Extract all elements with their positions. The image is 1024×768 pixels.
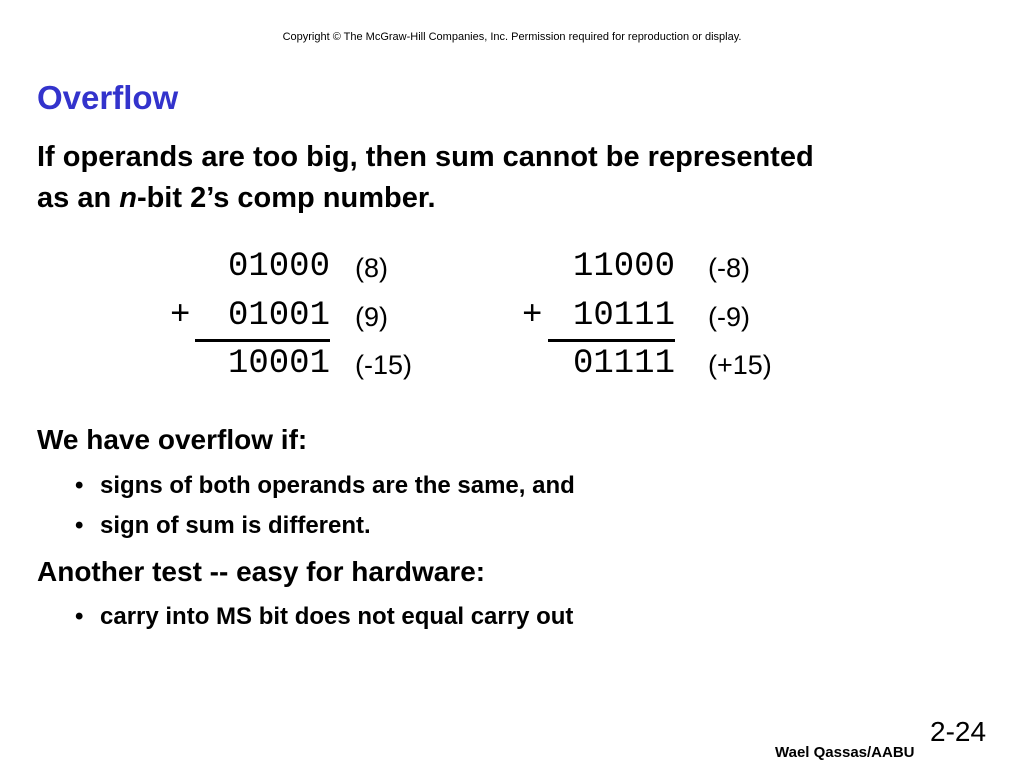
example-2-plus-sign: + [522, 297, 543, 335]
intro-line-2 [37, 178, 814, 219]
overflow-bullet-1 [75, 472, 575, 500]
bullet-dot: • [75, 472, 84, 499]
test-heading: Another test -- easy for hardware: [37, 556, 486, 587]
overflow-bullet-2-text: sign of sum is different. [100, 512, 371, 539]
overflow-bullet-2 [75, 512, 371, 540]
overflow-bullet-1-text: signs of both operands are the same, and [100, 472, 575, 499]
intro-n-italic: n [119, 182, 137, 214]
example-1-operand-2-decimal: (9) [355, 302, 388, 332]
example-1-operand-2: 01001 [227, 297, 330, 335]
intro-line-2-prefix: as an [37, 182, 120, 214]
intro-text [37, 137, 814, 219]
example-1-operand-1-decimal: (8) [355, 253, 388, 283]
intro-line-1: If operands are too big, then sum cannot be represented [37, 141, 814, 173]
example-2-operand-1: 11000 [572, 248, 675, 286]
overflow-heading: We have overflow if: [37, 424, 308, 455]
intro-line-2-suffix: -bit 2’s comp number. [136, 182, 436, 214]
slide-title: Overflow [37, 79, 179, 116]
example-2-operand-1-decimal: (-8) [708, 253, 750, 283]
bullet-dot: • [75, 512, 84, 539]
example-1-sum-rule [195, 339, 330, 342]
page-number: 2-24 [930, 716, 987, 747]
example-2-sum-decimal: (+15) [708, 350, 772, 380]
example-1-plus-sign: + [170, 297, 191, 335]
bullet-dot: • [75, 603, 84, 630]
example-2-operand-2-decimal: (-9) [708, 302, 750, 332]
copyright-notice: Copyright © The McGraw-Hill Companies, Inc. Permission required for reproduction or display. [282, 31, 742, 43]
test-bullet-1 [75, 603, 573, 631]
example-1-operand-1: 01000 [227, 248, 330, 286]
example-2-sum: 01111 [572, 345, 675, 383]
example-1-sum-decimal: (-15) [355, 350, 413, 380]
example-1-sum: 10001 [227, 345, 330, 383]
example-2-sum-rule [548, 339, 675, 342]
test-bullet-1-text: carry into MS bit does not equal carry out [100, 603, 574, 630]
author-credit: Wael Qassas/AABU [775, 744, 915, 761]
example-2-operand-2: 10111 [572, 297, 675, 335]
